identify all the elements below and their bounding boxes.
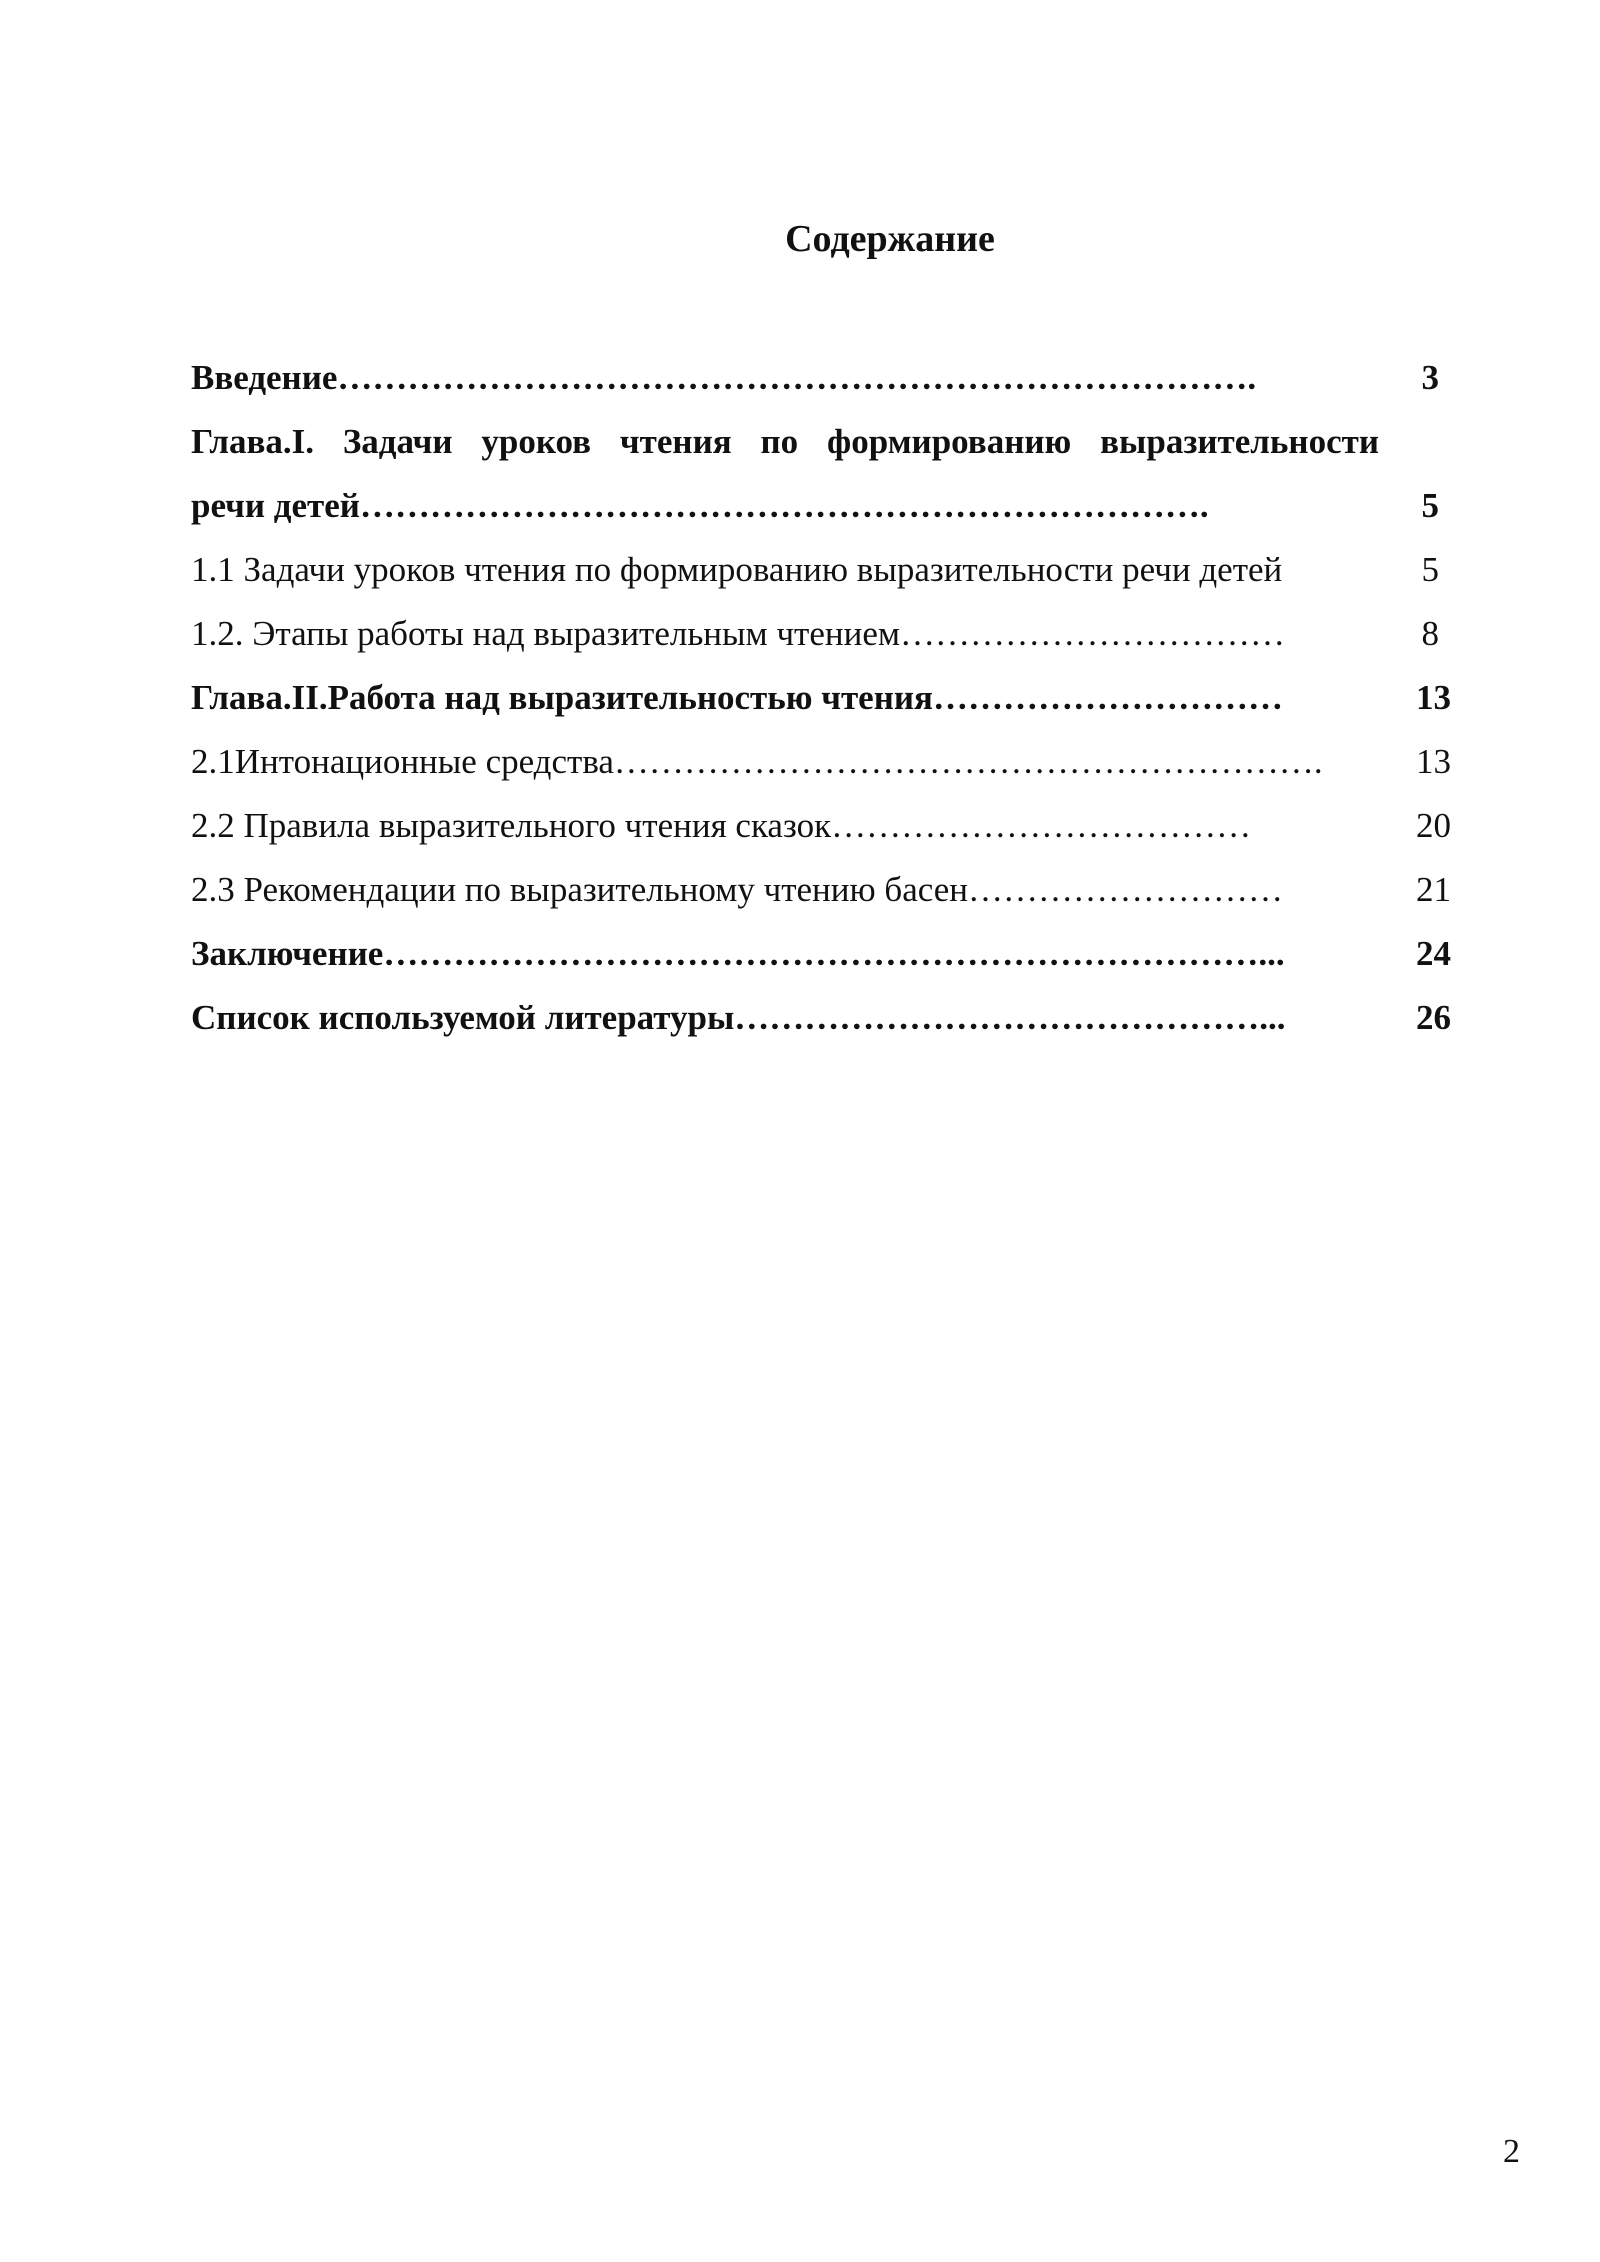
toc-entry-text: 1.2. Этапы работы над выразительным чтением……………………………	[191, 614, 1286, 653]
toc-entry-page: 13	[1416, 742, 1451, 781]
toc-entry-chapter-1-continued[interactable]	[191, 478, 1451, 534]
toc-entry-page: 13	[1416, 678, 1451, 717]
toc-entry-text: 2.2 Правила выразительного чтения сказок………………………………	[191, 806, 1252, 845]
toc-entry-text: 2.3 Рекомендации по выразительному чтению басен………………………	[191, 870, 1283, 909]
toc-entry-page: 24	[1416, 934, 1451, 973]
toc-entry-introduction[interactable]	[191, 350, 1451, 406]
toc-entry-text: 2.1Интонационные средства…………………………………………………….	[191, 742, 1323, 781]
toc-entry-chapter-1[interactable]	[191, 414, 1451, 470]
toc-entry-text: Глава.II.Работа над выразительностью чтения…………………………	[191, 678, 1283, 717]
toc-entry-page: 26	[1416, 998, 1451, 1037]
toc-entry-bibliography[interactable]	[191, 990, 1451, 1046]
page-number: 2	[1503, 2133, 1520, 2170]
toc-entry-page: 3	[1421, 358, 1439, 397]
toc-entry-conclusion[interactable]	[191, 926, 1451, 982]
toc-entry-text: Список используемой литературы………………………………………...	[191, 998, 1286, 1037]
toc-entry-text: речи детей……………………………………………………………….	[191, 486, 1209, 525]
toc-entry-text: 1.1 Задачи уроков чтения по формированию выразительности речи детей	[191, 550, 1283, 589]
toc-entry-section-1-2[interactable]	[191, 606, 1451, 662]
toc-entry-page: 8	[1421, 614, 1439, 653]
toc-entry-page: 21	[1416, 870, 1451, 909]
toc-title: Содержание	[785, 218, 995, 260]
toc-entry-section-1-1[interactable]	[191, 542, 1451, 598]
toc-entry-page: 20	[1416, 806, 1451, 845]
toc-entry-text: Заключение…………………………………………………………………...	[191, 934, 1285, 973]
toc-entry-chapter-2[interactable]	[191, 670, 1451, 726]
toc-entry-section-2-2[interactable]	[191, 798, 1451, 854]
toc-entry-page: 5	[1421, 486, 1439, 525]
toc-entry-section-2-3[interactable]	[191, 862, 1451, 918]
toc-entry-text: Глава.I. Задачи уроков чтения по формированию выразительности	[191, 422, 1379, 461]
toc-entry-text: Введение…………………………………………………………………….	[191, 358, 1257, 397]
toc-entry-section-2-1[interactable]	[191, 734, 1451, 790]
toc-entry-page: 5	[1421, 550, 1439, 589]
